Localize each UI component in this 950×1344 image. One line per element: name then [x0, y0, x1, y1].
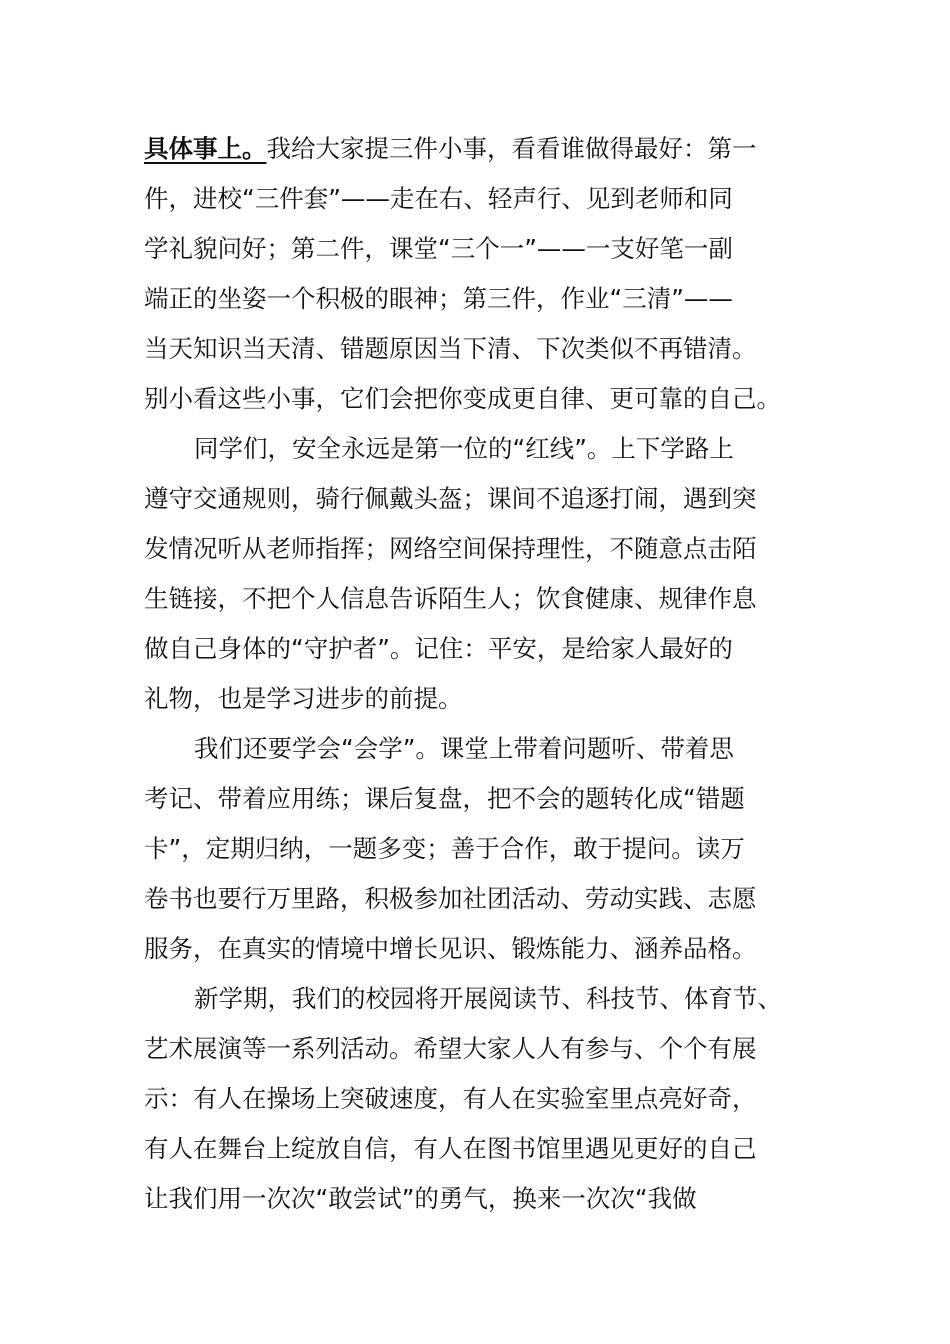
- emphasized-phrase: 具体事上。: [144, 134, 267, 163]
- text-line: 做自己身体的“守护者”。记住：平安，是给家人最好的: [144, 634, 733, 663]
- text-line: 当天知识当天清、错题原因当下清、下次类似不再错清。: [144, 334, 757, 363]
- text-line: 同学们，安全永远是第一位的“红线”。上下学路上: [194, 434, 734, 463]
- document-body: [144, 124, 824, 1224]
- text-line: 让我们用一次次“敢尝试”的勇气，换来一次次“我做: [144, 1184, 697, 1213]
- paragraph-1: [144, 124, 824, 424]
- text-line: [144, 124, 824, 174]
- text-line: 有人在舞台上绽放自信，有人在图书馆里遇见更好的自己: [144, 1134, 757, 1163]
- text-line: 示：有人在操场上突破速度，有人在实验室里点亮好奇，: [144, 1084, 757, 1113]
- text-line: 生链接，不把个人信息告诉陌生人；饮食健康、规律作息: [144, 584, 757, 613]
- text-line: 卡”，定期归纳，一题多变；善于合作，敢于提问。读万: [144, 834, 745, 863]
- text-line: 端正的坐姿一个积极的眼神；第三件，作业“三清”——: [144, 284, 733, 313]
- text-line: 我们还要学会“会学”。课堂上带着问题听、带着思: [194, 734, 734, 763]
- text-line: 艺术展演等一系列活动。希望大家人人有参与、个个有展: [144, 1034, 757, 1063]
- text-line: 别小看这些小事，它们会把你变成更自律、更可靠的自己。: [144, 384, 781, 413]
- text-line: 发情况听从老师指挥；网络空间保持理性，不随意点击陌: [144, 534, 757, 563]
- text-line: 遵守交通规则，骑行佩戴头盔；课间不追逐打闹，遇到突: [144, 484, 757, 513]
- paragraph-2: [144, 424, 824, 724]
- text-line: 考记、带着应用练；课后复盘，把不会的题转化成“错题: [144, 784, 745, 813]
- text-line: 新学期，我们的校园将开展阅读节、科技节、体育节、: [194, 984, 782, 1013]
- text-line: 学礼貌问好；第二件，课堂“三个一”——一支好笔一副: [144, 234, 733, 263]
- text-line: 礼物，也是学习进步的前提。: [144, 684, 463, 713]
- text-line: 服务，在真实的情境中增长见识、锻炼能力、涵养品格。: [144, 934, 757, 963]
- paragraph-4: [144, 974, 824, 1224]
- line-text: 我给大家提三件小事，看看谁做得最好：第一: [266, 134, 757, 163]
- text-line: 件，进校“三件套”——走在右、轻声行、见到老师和同: [144, 184, 733, 213]
- text-line: 卷书也要行万里路，积极参加社团活动、劳动实践、志愿: [144, 884, 757, 913]
- paragraph-3: [144, 724, 824, 974]
